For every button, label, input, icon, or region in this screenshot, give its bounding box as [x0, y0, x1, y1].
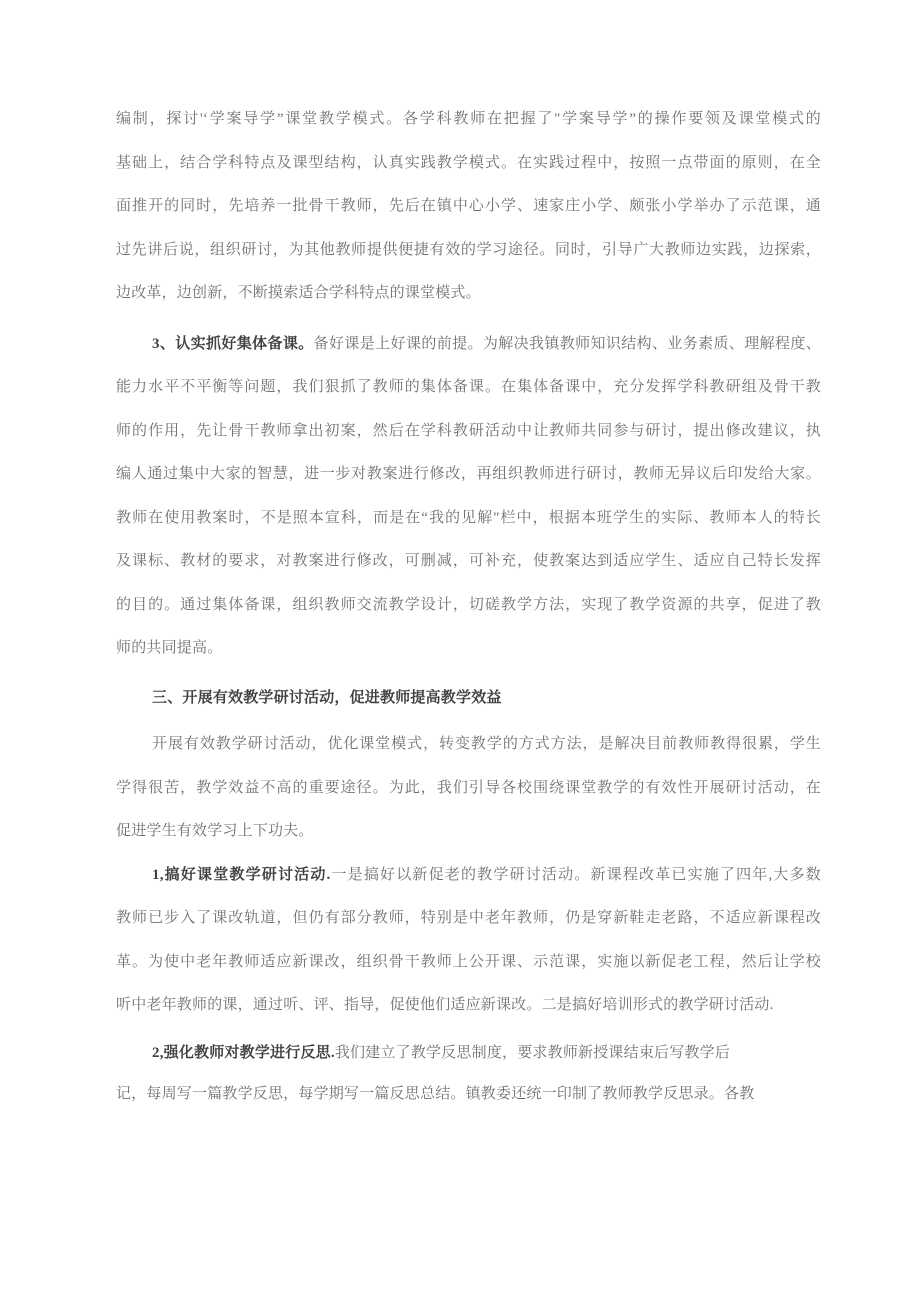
text-segment: 面推开的同时，先培养一批骨干教师，先后在镇中心小学、速家庄小学、颇张小学举办了示范课，通 [116, 198, 821, 214]
text-segment: 学得很苦，教学效益不高的重要途径。为此，我们引导各校围绕课堂教学的有效性开展研讨活动，在 [116, 779, 821, 796]
text-line [116, 854, 821, 898]
text-line [116, 941, 821, 985]
text-segment: 编人通过集中大家的智慧，进一步对教案进行修改，再组织教师进行研讨，教师无异议后印发给大家。 [116, 466, 821, 482]
text-line [116, 366, 821, 410]
text-line [116, 1033, 821, 1074]
document-text [116, 98, 821, 1115]
text-line [116, 540, 821, 584]
text-line [116, 453, 821, 497]
bold-text-segment: 3、认实抓好集体备课。 [152, 335, 314, 352]
paragraph-section-item [116, 323, 821, 671]
text-segment: 备好课是上好课的前提。为解决我镇教师知识结构、业务素质、理解程度、 [313, 335, 821, 352]
text-segment: 边改革，边创新，不断摸索适合学科特点的课堂模式。 [116, 285, 481, 301]
text-line [116, 723, 821, 767]
text-line [116, 677, 821, 721]
paragraph-section-heading [116, 677, 821, 721]
text-segment: 及课标、教材的要求，对教案进行修改，可删减，可补充，使教案达到适应学生、适应自己特长发挥 [116, 553, 821, 569]
text-segment: 一是搞好以新促老的教学研讨活动。新课程改革已实施了四年,大多数 [330, 866, 822, 883]
text-line [116, 98, 821, 142]
paragraph-reflection-item [116, 1033, 821, 1115]
text-line [116, 272, 821, 316]
text-segment: 我们建立了教学反思制度，要求教师新授课结束后写教学后 [334, 1044, 731, 1061]
text-line [116, 984, 821, 1028]
text-line [116, 229, 821, 273]
text-line [116, 410, 821, 454]
paragraph-body [116, 723, 821, 854]
paragraph-continuation [116, 98, 821, 316]
text-line [116, 1074, 821, 1115]
text-line [116, 584, 821, 628]
text-segment: 教师在使用教案时，不是照本宣科，而是在“我的见解"栏中，根据本班学生的实际、教师本人的特长 [116, 509, 821, 526]
text-line [116, 810, 821, 854]
text-line [116, 767, 821, 811]
text-line [116, 897, 821, 941]
bold-text-segment: 三、开展有效教学研讨活动，促进教师提高教学效益 [152, 689, 502, 706]
text-segment: 师的共同提高。 [116, 640, 223, 656]
bold-text-segment: 1,搞好课堂教学研讨活动. [152, 866, 331, 883]
text-segment: 促进学生有效学习上下功夫。 [116, 823, 314, 839]
text-line [116, 497, 821, 541]
text-segment: 基础上，结合学科特点及课型结构，认真实践教学模式。在实践过程中，按照一点带面的原则，在全 [116, 154, 821, 171]
text-line [116, 627, 821, 671]
text-segment: 能力水平不平衡等问题，我们狠抓了教师的集体备课。在集体备课中，充分发挥学科教研组及骨干教 [116, 379, 821, 395]
text-segment: 听中老年教师的课，通过听、评、指导，促使他们适应新课改。二是搞好培训形式的教学研讨活动. [116, 997, 774, 1013]
paragraph-list-item [116, 854, 821, 1028]
text-segment: 的目的。通过集体备课，组织教师交流教学设计，切磋教学方法，实现了教学资源的共享，促进了教 [116, 596, 821, 613]
text-segment: 师的作用，先让骨干教师拿出初案，然后在学科教研活动中让教师共同参与研讨，提出修改建议，执 [116, 422, 821, 439]
text-segment: 过先讲后说，组织研讨，为其他教师提供便捷有效的学习途径。同时，引导广大教师边实践，边探索， [116, 241, 821, 258]
bold-text-segment: 2,强化教师对教学进行反思. [152, 1044, 335, 1061]
text-segment: 记，每周写一篇教学反思，每学期写一篇反思总结。镇教委还统一印制了教师教学反思录。各教 [116, 1085, 755, 1102]
text-line [116, 323, 821, 367]
text-segment: 编制，探讨'‘学案导学”课堂教学模式。各学科教师在把握了"学案导学”的操作要领及课堂模式的 [116, 111, 821, 127]
text-line [116, 142, 821, 186]
text-segment: 开展有效教学研讨活动，优化课堂模式，转变教学的方式方法，是解决目前教师教得很累，学生 [152, 736, 821, 752]
text-segment: 教师已步入了课改轨道，但仍有部分教师，特别是中老年教师，仍是穿新鞋走老路，不适应新课程改 [116, 910, 821, 926]
text-segment: 革。为使中老年教师适应新课改，组织骨干教师上公开课、示范课，实施以新促老工程，然后让学校 [116, 953, 821, 970]
text-line [116, 185, 821, 229]
